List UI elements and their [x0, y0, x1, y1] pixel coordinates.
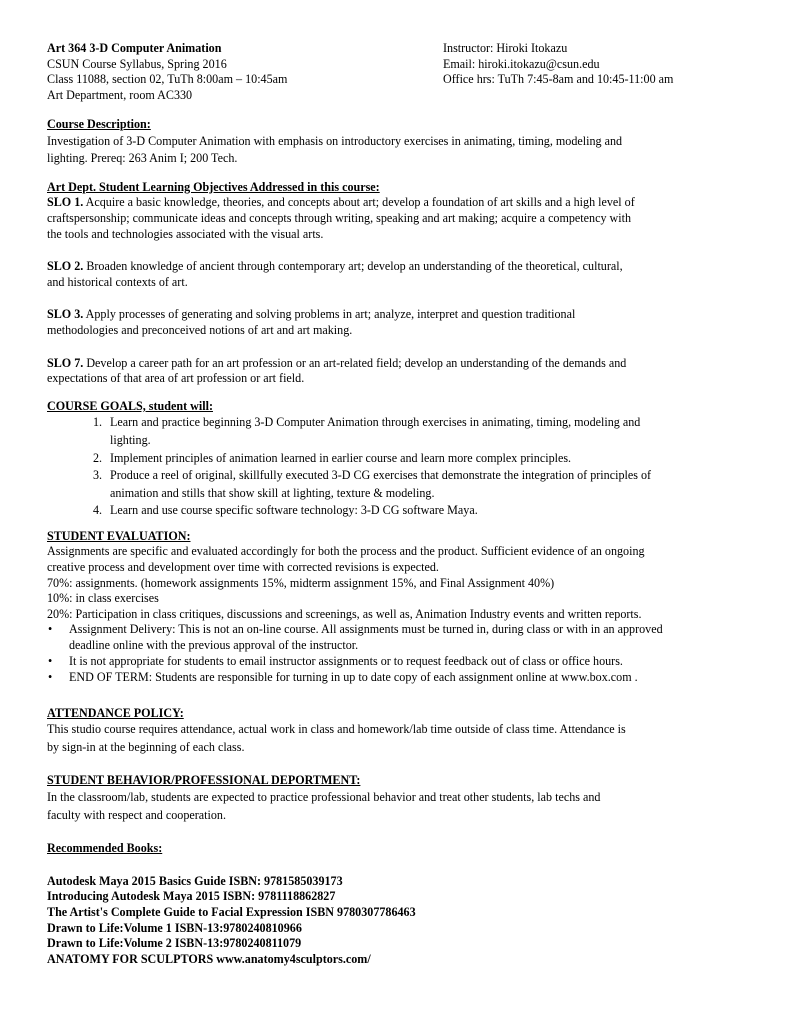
class-schedule: Class 11088, section 02, TuTh 8:00am – 10:45am: [47, 72, 288, 87]
bullet-icon: •: [48, 622, 53, 637]
goal-number: 2.: [93, 450, 103, 465]
slo-section: [47, 180, 747, 387]
evaluation-line: Assignments are specific and evaluated accordingly for both the process and the product. Sufficient evidence of an ongoing: [47, 544, 645, 559]
slo-text: craftspersonship; communicate ideas and concepts through writing, speaking and art making; acquire a competency with: [47, 210, 632, 225]
instructor-name: Instructor: Hiroki Itokazu: [443, 41, 568, 55]
slo-label: SLO 3.: [47, 307, 84, 322]
attendance-heading: ATTENDANCE POLICY:: [47, 705, 184, 720]
office-hours: Office hrs: TuTh 7:45-8am and 10:45-11:00 am: [443, 72, 674, 87]
instructor-info: [443, 41, 673, 88]
goal-text: Learn and use course specific software technology: 3-D CG software Maya.: [110, 503, 478, 518]
slo-heading: Art Dept. Student Learning Objectives Addressed in this course:: [47, 179, 380, 194]
slo-text: Apply processes of generating and solving problems in art; analyze, interpret and question traditional: [83, 307, 576, 322]
goal-text: Implement principles of animation learned in earlier course and learn more complex principles.: [110, 450, 572, 465]
recommended-books-section: [47, 841, 747, 967]
bullet-icon: •: [48, 654, 53, 669]
student-evaluation-heading: STUDENT EVALUATION:: [47, 528, 191, 543]
slo-text: the tools and technologies associated with the visual arts.: [47, 226, 324, 241]
book-item: Introducing Autodesk Maya 2015 ISBN: 9781118862827: [47, 889, 336, 904]
slo-item: [47, 259, 747, 290]
book-item: Drawn to Life:Volume 2 ISBN-13:9780240811079: [47, 936, 302, 951]
bullet-text: deadline online with the previous approval of the instructor.: [69, 638, 359, 653]
slo-text: methodologies and preconceived notions of art and art making.: [47, 322, 353, 337]
evaluation-bullet: [47, 654, 747, 670]
course-info: [47, 41, 287, 103]
evaluation-bullet: [47, 670, 747, 686]
goal-number: 4.: [93, 503, 103, 518]
evaluation-line: 70%: assignments. (homework assignments 15%, midterm assignment 15%, and Final Assignment 40%): [47, 575, 555, 590]
slo-text: and historical contexts of art.: [47, 274, 188, 289]
bullet-icon: •: [48, 669, 53, 684]
goal-item: [47, 450, 747, 468]
course-description-heading: Course Description:: [47, 117, 151, 131]
attendance-line: This studio course requires attendance, actual work in class and homework/lab time outside of class time. Attendance is: [47, 722, 626, 737]
bullet-text: END OF TERM: Students are responsible for turning in up to date copy of each assignment online at www.box.com .: [69, 669, 638, 684]
bullet-text: It is not appropriate for students to email instructor assignments or to request feedback out of class or office hours.: [69, 654, 623, 669]
slo-item: [47, 195, 747, 242]
goal-text: animation and stills that show skill at lighting, texture & modeling.: [110, 485, 435, 500]
slo-label: SLO 1.: [47, 195, 84, 210]
syllabus-page: [47, 41, 747, 967]
slo-label: SLO 7.: [47, 355, 84, 370]
bullet-text: Assignment Delivery: This is not an on-line course. All assignments must be turned in, during class or with in an approved: [69, 622, 663, 637]
book-item: Drawn to Life:Volume 1 ISBN-13:9780240810966: [47, 920, 302, 935]
slo-text: Broaden knowledge of ancient through contemporary art; develop an understanding of the theoretical, cultural,: [83, 259, 623, 274]
syllabus-header: [47, 41, 747, 105]
book-item: Autodesk Maya 2015 Basics Guide ISBN: 9781585039173: [47, 873, 343, 888]
attendance-line: by sign-in at the beginning of each class.: [47, 739, 245, 754]
book-item: ANATOMY FOR SCULPTORS www.anatomy4sculptors.com/: [47, 951, 371, 966]
evaluation-bullet: [47, 622, 747, 654]
course-goals-section: [47, 399, 747, 520]
goal-item: [47, 414, 747, 449]
goal-item: [47, 467, 747, 502]
instructor-email: Email: hiroki.itokazu@csun.edu: [443, 56, 600, 71]
class-room: Art Department, room AC330: [47, 87, 193, 102]
evaluation-line: 10%: in class exercises: [47, 591, 159, 606]
course-description-section: [47, 117, 747, 168]
goal-item: [47, 502, 747, 520]
course-goals-heading: COURSE GOALS, student will:: [47, 398, 213, 413]
evaluation-line: 20%: Participation in class critiques, discussions and screenings, as well as, Animation Industry events and written reports.: [47, 606, 642, 621]
student-evaluation-section: [47, 529, 747, 686]
goal-text: Learn and practice beginning 3-D Computer Animation through exercises in animating, timing, modeling and: [110, 415, 641, 430]
behavior-line: faculty with respect and cooperation.: [47, 807, 226, 822]
behavior-line: In the classroom/lab, students are expected to practice professional behavior and treat other students, lab techs and: [47, 790, 601, 804]
slo-label: SLO 2.: [47, 259, 84, 274]
course-title: Art 364 3-D Computer Animation: [47, 41, 222, 55]
course-description-line: Investigation of 3-D Computer Animation with emphasis on introductory exercises in animating, timing, modeling and: [47, 133, 623, 148]
behavior-heading: STUDENT BEHAVIOR/PROFESSIONAL DEPORTMENT:: [47, 773, 361, 788]
goal-number: 1.: [93, 415, 103, 430]
recommended-books-heading: Recommended Books:: [47, 841, 163, 856]
slo-text: Acquire a basic knowledge, theories, and concepts about art; develop a foundation of art skills and a high level of: [83, 195, 635, 210]
behavior-section: [47, 773, 747, 824]
slo-text: Develop a career path for an art profession or an art-related field; develop an understanding of the demands and: [83, 355, 627, 370]
syllabus-term: CSUN Course Syllabus, Spring 2016: [47, 56, 227, 71]
attendance-section: [47, 706, 747, 757]
course-description-line: lighting. Prereq: 263 Anim I; 200 Tech.: [47, 151, 238, 166]
goal-text: lighting.: [110, 432, 151, 447]
course-goals-list: [47, 414, 747, 520]
goal-text: Produce a reel of original, skillfully executed 3-D CG exercises that demonstrate the integration of principles of: [110, 468, 652, 483]
slo-item: [47, 307, 747, 338]
evaluation-line: creative process and development over time with corrected revisions is expected.: [47, 560, 439, 575]
goal-number: 3.: [93, 468, 103, 483]
book-item: The Artist's Complete Guide to Facial Expression ISBN 9780307786463: [47, 904, 416, 919]
evaluation-bullets: [47, 622, 747, 685]
slo-text: expectations of that area of art profession or art field.: [47, 371, 305, 386]
slo-item: [47, 356, 747, 387]
